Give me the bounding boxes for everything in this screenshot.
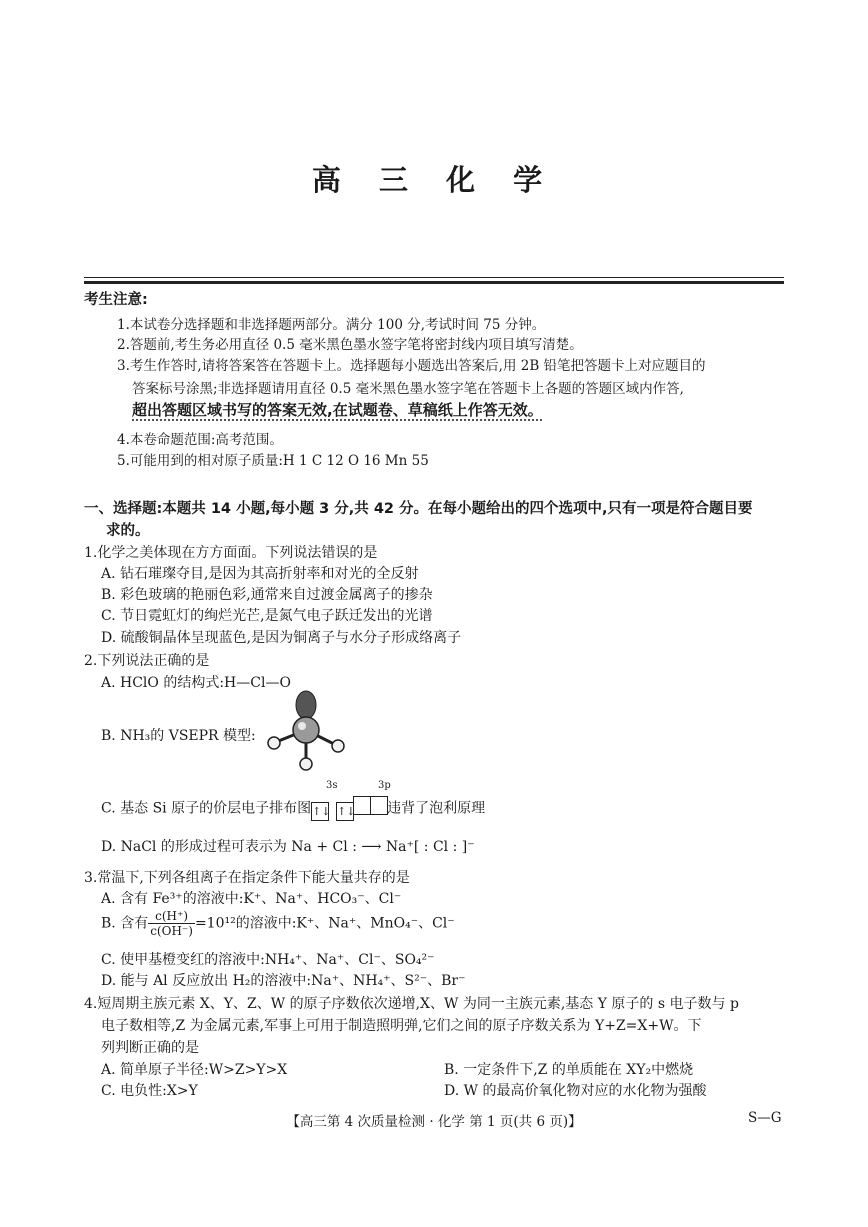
- ratio-numerator: c(H⁺): [148, 909, 195, 924]
- header-rule-thick: [84, 281, 784, 284]
- question-4-stem: 4.短周期主族元素 X、Y、Z、W 的原子序数依次递增,X、W 为同一主族元素,基态 Y 原子的 s 电子数与 p: [84, 996, 739, 1012]
- orbital-box-3s: ↑↓: [311, 802, 329, 821]
- notice-heading: 考生注意:: [84, 292, 148, 308]
- ionic-product: Na⁺[ : Cl : ]⁻: [385, 839, 475, 855]
- orbital-label-3s: 3s: [326, 780, 338, 791]
- notice-item: 2.答题前,考生务必用直径 0.5 毫米黑色墨水签字笔将密封线内项目填写清楚。: [117, 337, 583, 353]
- orbital-box-3p-3: [370, 796, 388, 815]
- question-3-option-b: [101, 909, 455, 938]
- notice-warning: 超出答题区域书写的答案无效,在试题卷、草稿纸上作答无效。: [132, 401, 543, 419]
- ratio-denominator: c(OH⁻): [150, 924, 193, 938]
- question-2-option-b: B. NH₃的 VSEPR 模型:: [101, 728, 256, 744]
- notice-item: 3.考生作答时,请将答案答在答题卡上。选择题每小题选出答案后,用 2B 铅笔把答题卡上对应题目的: [117, 358, 706, 374]
- option-d-text: D. NaCl 的形成过程可表示为 Na: [101, 839, 312, 855]
- question-1-option-a: A. 钻石璀璨夺目,是因为其高折射率和对光的全反射: [101, 566, 419, 582]
- question-1-option-d: D. 硫酸铜晶体呈现蓝色,是因为铜离子与水分子形成络离子: [101, 630, 462, 646]
- question-4-stem-cont: 列判断正确的是: [101, 1040, 199, 1056]
- question-4-option-b: B. 一定条件下,Z 的单质能在 XY₂中燃烧: [444, 1062, 694, 1078]
- vsepr-model-image: [262, 690, 352, 774]
- section-heading-cont: 求的。: [106, 523, 150, 539]
- header-rule-thin: [84, 277, 784, 278]
- notice-item: 1.本试卷分选择题和非选择题两部分。满分 100 分,考试时间 75 分钟。: [117, 317, 546, 333]
- question-2-option-c-text: C. 基态 Si 原子的价层电子排布图: [101, 800, 312, 817]
- option-b-suffix: =10¹²的溶液中:K⁺、Na⁺、MnO₄⁻、Cl⁻: [194, 915, 455, 932]
- reaction-arrow: ⟶: [361, 839, 382, 855]
- question-1-option-b: B. 彩色玻璃的艳丽色彩,通常来自过渡金属离子的掺杂: [101, 587, 433, 603]
- orbital-diagram: [311, 796, 387, 821]
- question-4-option-a: A. 简单原子半径:W>Z>Y>X: [101, 1062, 288, 1078]
- question-1-stem: 1.化学之美体现在方方面面。下列说法错误的是: [84, 545, 378, 561]
- page-title: 高 三 化 学: [311, 163, 557, 197]
- notice-item: 5.可能用到的相对原子质量:H 1 C 12 O 16 Mn 55: [117, 453, 429, 469]
- question-3-option-a: A. 含有 Fe³⁺的溶液中:K⁺、Na⁺、HCO₃⁻、Cl⁻: [101, 891, 402, 907]
- question-2-option-d: [101, 836, 475, 856]
- question-4-stem-cont: 电子数相等,Z 为金属元素,军事上可用于制造照明弹,它们之间的原子序数关系为 Y+Z=X+W。下: [101, 1018, 702, 1034]
- footer-code: S—G: [748, 1110, 782, 1126]
- page-footer: 【高三第 4 次质量检测 · 化学 第 1 页(共 6 页)】: [286, 1114, 582, 1130]
- orbital-box-3p-2: [353, 796, 371, 815]
- question-2-option-c: [101, 796, 485, 821]
- question-4-option-d: D. W 的最高价氧化物对应的水化物为强酸: [444, 1083, 707, 1099]
- question-3-option-c: C. 使甲基橙变红的溶液中:NH₄⁺、Na⁺、Cl⁻、SO₄²⁻: [101, 952, 435, 968]
- notice-item: 答案标号涂黑;非选择题请用直径 0.5 毫米黑色墨水签字笔在答题卡上各题的答题区域内作答,: [132, 381, 684, 397]
- question-2-stem: 2.下列说法正确的是: [84, 653, 210, 669]
- question-1-option-c: C. 节日霓虹灯的绚烂光芒,是氮气电子跃迁发出的光谱: [101, 608, 433, 624]
- question-4-option-c: C. 电负性:X>Y: [101, 1083, 198, 1099]
- question-3-option-d: D. 能与 Al 反应放出 H₂的溶液中:Na⁺、NH₄⁺、S²⁻、Br⁻: [101, 973, 466, 989]
- concentration-ratio: [148, 909, 195, 938]
- section-heading: 一、选择题:本题共 14 小题,每小题 3 分,共 42 分。在每小题给出的四个选项中,只有一项是符合题目要: [84, 501, 753, 517]
- question-2-option-a: A. HClO 的结构式:H—Cl—O: [101, 675, 291, 691]
- question-3-stem: 3.常温下,下列各组离子在指定条件下能大量共存的是: [84, 870, 410, 886]
- orbital-box-3p-1: ↑↓: [336, 802, 354, 821]
- question-2-option-c-tail: 违背了泡利原理: [387, 800, 486, 817]
- orbital-label-3p: 3p: [378, 780, 391, 791]
- option-b-prefix: B. 含有: [101, 915, 149, 932]
- electron-dot-cl: + Cl :: [316, 839, 357, 855]
- notice-item: 4.本卷命题范围:高考范围。: [117, 432, 283, 448]
